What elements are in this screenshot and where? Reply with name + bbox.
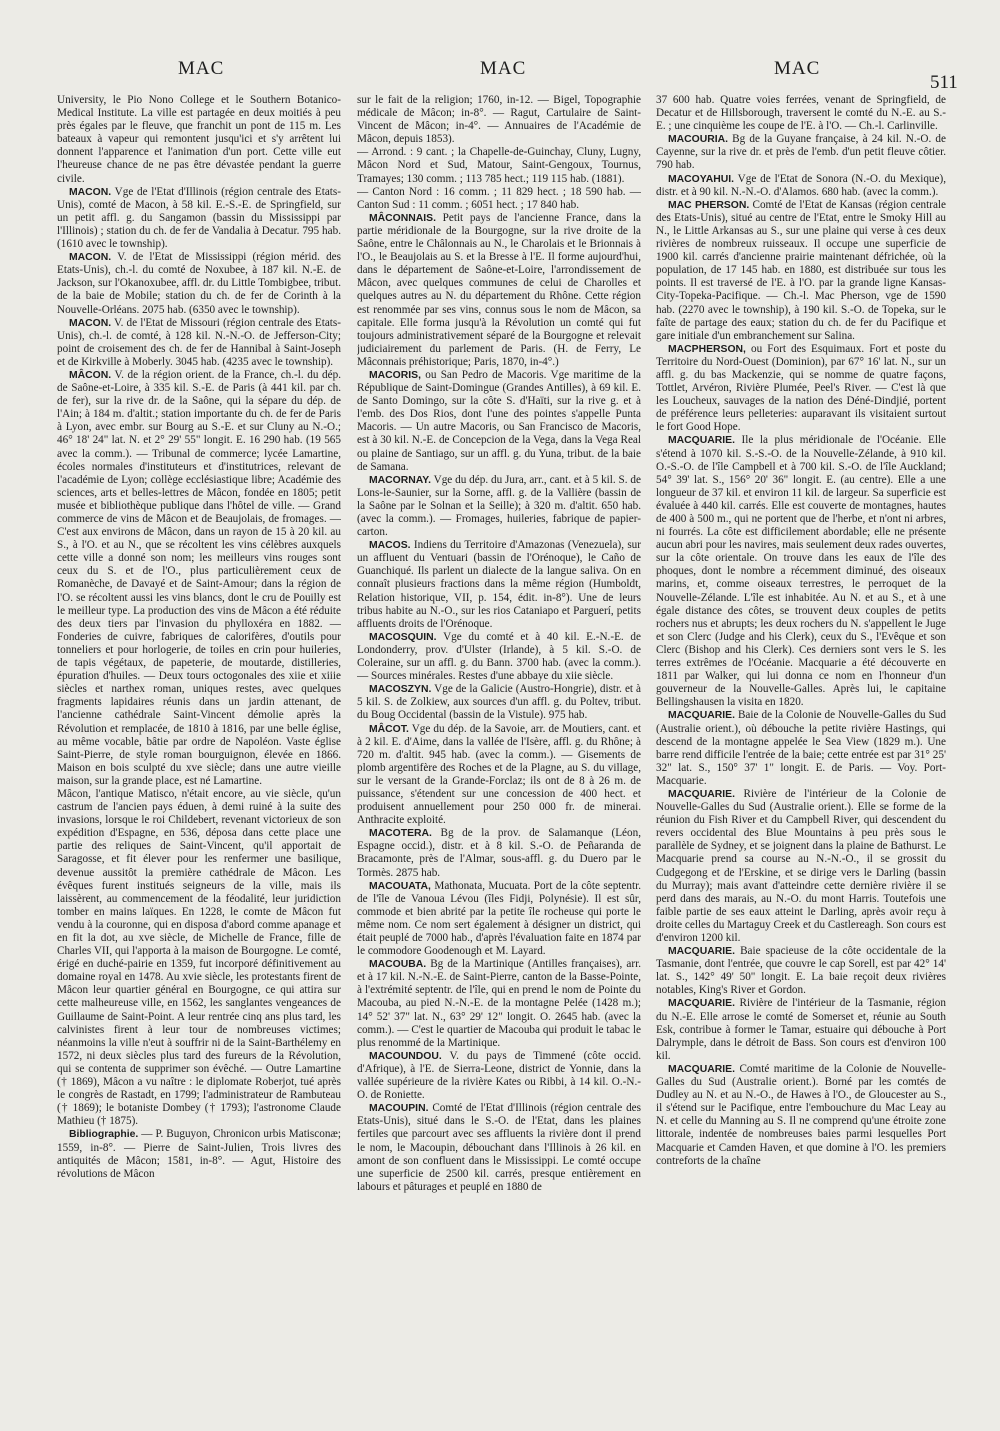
dictionary-entry: [57, 186, 341, 251]
text-column-3: [656, 94, 946, 1424]
dictionary-entry: [357, 369, 641, 474]
entry-text: Mâcon, l'antique Matisco, n'était encore, au vie siècle, qu'un castrum de l'ancien pays éduen, à demi ruiné à la suite des invasions, lorsque le roi Childebert, revenant victorieux de son expédition d'Espagne, en 536, déposa dans cette place une partie des reliques de Saint-Vincent, qu'il apportait de Saragosse, et fit élever pour les renfermer une basilique, devenue aussitôt la première cathédrale de Mâcon. Les évêques furent institués seigneurs de la ville, mais ils laissèrent, au commencement de la féodalité, leur juridiction tomber en mains laïques. En 1228, le comte de Mâcon fut vendu à la couronne, qui en disposa d'abord comme apanage et en fit la dot, au xve siècle, de Michelle de France, fille de Charles VII, qui l'apporta à la maison de Bourgogne. Le comté, érigé en duché-pairie en 1359, fut incorporé définitivement au domaine royal en 1478. Au xvie siècle, les protestants firent de Mâcon leur quartier général en Bourgogne, ce qui attira sur cette malheureuse ville, en 1562, les sanglantes vengeances de Guillaume de Saint-Point. A leur rentrée cinq ans plus tard, les calvinistes firent à leur tour de nombreuses victimes; néanmoins la ville n'eut à souffrir ni de la Saint-Barthélemy en 1572, ni deux siècles plus tard des fureurs de la Révolution, qui se contenta de supprimer son évêché. — Outre Lamartine († 1869), Mâcon a vu naître : le diplomate Roberjot, tué après le congrès de Rastadt, en 1799; l'administrateur de Rambuteau († 1869); le botaniste Dombey († 1793); l'astronome Claude Mathieu († 1875).: [57, 787, 341, 1128]
dictionary-entry: [57, 251, 341, 316]
entry-text: — Arrond. : 9 cant. ; la Chapelle-de-Guinchay, Cluny, Lugny, Mâcon Nord et Sud, Matour, Saint-Gengoux, Tournus, Tramayes; 130 comm. ; 113 785 hect.; 119 115 hab. (1881).: [357, 146, 641, 185]
entry-text: ou San Pedro de Macoris. Vge maritime de la République de Saint-Domingue (Grandes Antilles), à 69 kil. E. de Santo Domingo, sur la côte S. d'Haïti, sur la rive g. et à l'emb. des Dos Rios, dont l'une des pointes s'appelle Punta Macoris. — Un autre Macoris, ou San Francisco de Macoris, est à 30 kil. N.-E. de Concepcion de la Vega, dans la Vega Real ou plaine de Santiago, sur un affl. g. du Yuna, tribut. de la baie de Samana.: [357, 368, 641, 473]
entry-headword: MACPHERSON,: [668, 343, 746, 355]
entry-text: Vge de l'Etat d'Illinois (région centrale des Etats-Unis), comté de Macon, à 58 kil. E.-S.-E. de Springfield, sur un petit affl. g. du Sangamon (bassin du Mississippi par l'Illinois) ; station du ch. de fer de Vandalia à Decatur. 795 hab. (1610 avec le township).: [57, 185, 341, 251]
entry-headword: MAC PHERSON.: [668, 199, 750, 211]
dictionary-entry: [357, 958, 641, 1050]
entry-text: V. du pays de Timmené (côte occid. d'Afrique), à l'E. de Sierra-Leone, district de Yonnie, dans la vallée supérieure de la rivière Kates ou Ribbi, à 14 kil. O.-N.-O. de Roniette.: [357, 1049, 641, 1102]
dictionary-entry: [357, 723, 641, 828]
dictionary-entry: [656, 133, 946, 172]
dictionary-entry: [656, 1063, 946, 1168]
text-column-1: [57, 94, 341, 1424]
dictionary-entry: [357, 212, 641, 369]
entry-headword: MACOTERA.: [369, 828, 432, 840]
entry-headword: MACON.: [69, 186, 112, 198]
entry-text: Rivière de l'intérieur de la Tasmanie, région du N.-E. Elle arrose le comté de Somerset et, réunie au South Esk, contribue à former le Tamar, estuaire qui débouche à Port Dalrymple, dans le détroit de Bass. Son cours est d'environ 100 kil.: [656, 997, 946, 1062]
entry-text: Vge du dép. de la Savoie, arr. de Moutiers, cant. et à 2 kil. E. d'Aime, dans la vallée de l'Isère, affl. g. du Rhône; à 720 m. d'altit. 945 hab. (avec la comm.). — Gisements de plomb argentifère des Roches et de la Plagne, au S. du village, sur le versant de la Grande-Forclaz; ils ont de 8 à 26 m. de puissance, s'étendent sur une concession de 400 hect. et produisent annuellement pour 250 000 fr. de minerai. Anthracite exploité.: [357, 722, 641, 827]
entry-text: V. de l'Etat de Missouri (région centrale des Etats-Unis), ch.-l. de comté, à 128 kil. N.-N.-O. de Jefferson-City; point de croisement des ch. de fer de Hannibal à Saint-Joseph et de Kirkville à Moberly. 3045 hab. (4235 avec le township).: [57, 316, 341, 368]
entry-text: Vge de la Galicie (Austro-Hongrie), distr. et à 5 kil. S. de Zolkiew, aux sources d'un affl. g. du Poltev, tribut. du Boug Occidental (bassin de la Vistule). 975 hab.: [357, 683, 641, 722]
entry-text: Indiens du Territoire d'Amazonas (Venezuela), sur un affluent du Ventuari (bassin de l'Orénoque), le Caño de Guanchiqué. Ils parlent un dialecte de la langue saliva. On en connaît plusieurs fractions dans la même région (Humboldt, Relation historique, VII, p. 154, édit. in-8°). Une de leurs tribus habite au N.-O., sur les rios Cataniapo et Parguerí, petits affluents droits de l'Orénoque.: [357, 539, 641, 630]
entry-text: Baie spacieuse de la côte occidentale de la Tasmanie, dont l'entrée, que couvre le cap Sorell, est par 42° 14' lat. S., 142° 49' 50" longit. E. La baie reçoit deux rivières notables, King's River et Gordon.: [656, 945, 946, 997]
running-head-left: MAC: [178, 58, 225, 79]
entry-headword: MACOURIA.: [668, 134, 729, 146]
entry-headword: MACORIS,: [369, 369, 421, 381]
entry-headword: MACQUARIE.: [668, 788, 735, 800]
entry-text: V. de la région orient. de la France, ch.-l. du dép. de Saône-et-Loire, à 335 kil. S.-E. de Paris (à 441 kil. par ch. de fer), sur la rive dr. de la Saône, qui la sépare du dép. de l'Ain; à 184 m. d'altit.; station importante du ch. de fer de Paris à Lyon, avec embr. sur Bourg au S.-E. et sur Cluny au N.-O.; 46° 18' 24" lat. N. et 2° 29' 55" longit. E. 16 290 hab. (19 565 avec la comm.). — Tribunal de commerce; lycée Lamartine, écoles normales d'instituteurs et d'institutrices, relevant de l'académie de Lyon; collège ecclésiastique libre; Académie des sciences, arts et belles-lettres de Mâcon, fondée en 1805; petit musée et bibliothèque publique dans l'hôtel de ville. — Grand commerce de vins de Mâcon et de Beaujolais, de fromages. — C'est aux environs de Mâcon, dans un rayon de 15 à 20 kil. au S., à l'O. et au N., que se récoltent les vins célèbres auxquels cette ville a donné son nom; les meilleurs vins rouges sont ceux du S. et de l'O., plus particulièrement ceux de Romanèche, de Davayé et de Saint-Amour; dans la région de l'O. se récoltent aussi les vins blancs, dont le cru de Pouilly est le meilleur type. La production des vins de Mâcon a été réduite des deux tiers par l'invasion du phylloxéra en 1882. — Fonderies de cuivre, fabriques de calorifères, d'outils pour tonneliers et pour horlogerie, de toiles en crin pour huileries, de tapis végétaux, de papeterie, de moutarde, distilleries, épuration d'huiles. — Deux tours octogonales des xiie et xiiie siècles et narthex roman, uniques restes, avec quelques fragments lapidaires réunis dans un jardin attenant, de l'ancienne cathédrale Saint-Vincent démolie après la Révolution et remplacée, de 1810 à 1816, par une belle église, au même vocable, bâtie par ordre de Napoléon. Vaste église Saint-Pierre, de style roman bourguignon, élevée en 1866. Maison en bois sculpté du xve siècle; dans une autre vieille maison, sur la grande place, est né Lamartine.: [57, 368, 341, 787]
dictionary-entry: [357, 880, 641, 959]
entry-headword: MACQUARIE.: [668, 946, 735, 958]
dictionary-entry: [57, 94, 341, 186]
dictionary-entry: [57, 369, 341, 788]
entry-text: Comté de l'Etat de Kansas (région centrale des Etats-Unis), situé au centre de l'Etat, entre le Smoky Hill au N., le Little Arkansas au S., sur une plaine qui verse à ces deux rivières de nombreux ruisseaux. Il occupe une superficie de 1900 kil. carrés d'ancienne prairie maintenant défrichée, où la population, de 17 145 hab. en 1880, est distribuée sur tous les points. Il est traversé de l'E. à l'O. par la grande ligne Kansas-City-Topeka-Pacifique. — Ch.-l. Mac Pherson, vge de 1590 hab. (2270 avec le township), à 190 kil. S.-O. de Topeka, sur le faîte de partage des eaux; station du ch. de fer du Pacifique et gare initiale d'un embranchement sur Salina.: [656, 198, 946, 342]
dictionary-entry: [57, 788, 341, 1128]
dictionary-entry: [357, 1102, 641, 1194]
entry-headword: MACQUARIE.: [668, 998, 735, 1010]
running-head-center: MAC: [480, 58, 527, 79]
dictionary-entry: [656, 997, 946, 1062]
dictionary-entry: [656, 343, 946, 435]
page-number: 511: [930, 72, 958, 93]
entry-text: 37 600 hab. Quatre voies ferrées, venant de Springfield, de Decatur et de Hillsborough, traversent le comté du N.-E. au S.-E. ; une cinquième les coupe de l'E. à l'O. — Ch.-l. Carlinville.: [656, 94, 946, 133]
entry-headword: MACQUARIE.: [668, 435, 735, 447]
dictionary-entry: [656, 709, 946, 788]
entry-text: — P. Buguyon, Chronicon urbis Matisconæ; 1559, in-8°. — Pierre de Saint-Julien, Trois livres des antiquités de Mâcon; 1581, in-8°. — Agut, Histoire des révolutions de Mâcon: [57, 1128, 341, 1180]
dictionary-entry: [656, 434, 946, 709]
entry-text: ou Fort des Esquimaux. Fort et poste du Territoire du Nord-Ouest (Dominion), par 67° 16' lat. N., sur un affl. g. du bas Mackenzie, qui se nomme de quatre façons, Tottlet, Arvéron, Rivière Plumée, Peel's River. — C'est là que les Loucheux, sauvages de la nation des Déné-Dindjié, portent de préférence leurs pelleteries: auparavant ils visitaient surtout le fort Good Hope.: [656, 342, 946, 434]
entry-text: University, le Pio Nono College et le Southern Botanico-Medical Institute. La ville est partagée en deux moitiés à peu près égales par le fleuve, que franchit un pont de 115 m. Les bateaux à vapeur qui remontent jusqu'ici et s'y arrêtent lui donnent l'apparence et l'animation d'un port. Cette ville eut l'heureuse chance de ne pas être dévastée pendant la guerre civile.: [57, 94, 341, 185]
entry-headword: MÂCONNAIS.: [369, 212, 436, 224]
entry-headword: MACOUATA,: [369, 880, 431, 892]
entry-text: Vge de l'Etat de Sonora (N.-O. du Mexique), distr. et à 90 kil. N.-N.-O. d'Alamos. 680 hab. (avec la comm.).: [656, 172, 946, 198]
entry-text: Bg de la prov. de Salamanque (Léon, Espagne occid.), distr. et à 8 kil. S.-O. de Peñaranda de Bracamonte, près de l'Almar, sous-affl. g. du Duero par le Tormès. 2875 hab.: [357, 827, 641, 879]
entry-text: Vge du dép. du Jura, arr., cant. et à 5 kil. S. de Lons-le-Saunier, sur la Sorne, affl. g. de la Vallière (bassin de la Saône par le Solnan et la Seille); à 320 m. d'altit. 650 hab. (avec la comm.). — Fromages, huileries, fabrique de papier-carton.: [357, 473, 641, 539]
entry-text: Vge du comté et à 40 kil. E.-N.-E. de Londonderry, prov. d'Ulster (Irlande), à 5 kil. S.-O. de Coleraine, sur un affl. g. du Bann. 3700 hab. (avec la comm.). — Sources minérales. Restes d'une abbaye du xiie siècle.: [357, 630, 641, 683]
dictionary-entry: [57, 1128, 341, 1180]
dictionary-entry: [656, 199, 946, 343]
dictionary-entry: [357, 186, 641, 212]
entry-text: Rivière de l'intérieur de la Colonie de Nouvelle-Galles du Sud (Australie orient.). Elle se forme de la réunion du Fish River et du Campbell River, qui descendent du revers occidental des Blue Mountains à peu près sous le parallèle de Sydney, et se joignent dans la plaine de Bathurst. Le Macquarie prend sa course au N.-N.-O., il se grossit du Cudgegong et de l'Erskine, et se dirige vers le Darling (bassin du Murray); mais avant d'atteindre cette dernière rivière il se perd dans des marais, au N.-O. du mont Harris. Toutefois une faible partie de ses eaux atteint le Darling, après avoir reçu à droite celles du Martaguy Creek et du Castlereagh. Son cours est d'environ 1200 kil.: [656, 787, 946, 944]
dictionary-entry: [357, 474, 641, 539]
dictionary-entry: [357, 539, 641, 631]
dictionary-entry: [357, 631, 641, 683]
dictionary-entry: [656, 173, 946, 199]
entry-text: Bg de la Guyane française, à 24 kil. N.-O. de Cayenne, sur la rive dr. et près de l'emb. d'un petit fleuve côtier. 790 hab.: [656, 133, 946, 172]
dictionary-entry: [57, 317, 341, 369]
entry-headword: MACOS.: [369, 540, 411, 552]
entry-headword: Bibliographie.: [69, 1129, 139, 1141]
entry-text: Ile la plus méridionale de l'Océanie. Elle s'étend à 1070 kil. S.-S.-O. de la Nouvelle-Zélande, à 910 kil. O.-S.-O. de l'île Campbell et à 700 kil. S.-O. de l'île Auckland; 54° 39' lat. S., 156° 20' 36" longit. E. (au centre). Elle a une longueur de 37 kil. et environ 11 kil. de largeur. Sa superficie est évaluée à 440 kil. carrés. Elle est couverte de montagnes, hautes de 400 à 500 m., qui ne portent que de l'herbe, et n'ont ni arbres, ni fourrés. La côte est difficilement abordable; elle ne présente aucun abri pour les navires, mais seulement deux rades ouvertes, sur la côte orientale. On trouve dans les eaux de l'île des phoques, dont le nombre a récemment diminué, des oiseaux marins, et, comme oiseaux terrestres, le perroquet de la Nouvelle-Zélande. L'île est inhabitée. Au N. et au S., et à une égale distance des côtes, se trouvent deux couples de petits rochers nus et abrupts; les deux rochers du N. s'appellent le Juge et son Clerc (Judge and his Clerk), ceux du S., l'Evêque et son Clerc (Bishop and his Clerk). Ces derniers sont vers le S. les terres extrêmes de l'Océanie. Macquarie a été découverte en 1811 par Walker, qui lui donna ce nom en l'honneur d'un gouverneur de la Nouvelle-Galles. Après lui, le capitaine Bellingshausen la visita en 1820.: [656, 434, 946, 709]
entry-text: V. de l'Etat de Mississippi (région mérid. des Etats-Unis), ch.-l. du comté de Noxubee, à 187 kil. N.-E. de Jackson, sur l'Okanoxubee, affl. dr. du Little Tombigbee, tribut. de la baie de Mobile; station du ch. de fer de Corinth à la Nouvelle-Orléans. 2075 hab. (6350 avec le township).: [57, 251, 341, 316]
dictionary-entry: [357, 1050, 641, 1102]
entry-headword: MACOSZYN.: [369, 684, 432, 696]
dictionary-entry: [656, 94, 946, 133]
entry-text: — Canton Nord : 16 comm. ; 11 829 hect. ; 18 590 hab. — Canton Sud : 11 comm. ; 6051 hect. ; 17 840 hab.: [357, 185, 641, 211]
entry-headword: MACON.: [69, 317, 112, 329]
entry-headword: MÂCON.: [69, 369, 112, 381]
dictionary-entry: [357, 94, 641, 146]
entry-text: Comté de l'Etat d'Illinois (région centrale des Etats-Unis), situé dans le S.-O. de l'Etat, dans les plaines fertiles que parcourt avec ses affluents la rivière dont il prend le nom, le Macoupin, débouchant dans l'Illinois à 26 kil. en amont de son confluent dans le Mississippi. Le comté occupe une superficie de 2500 kil. carrés, presque entièrement en labours et pâturages et peuplé en 1880 de: [357, 1102, 641, 1193]
entry-headword: MACORNAY.: [369, 474, 431, 486]
entry-headword: MACOSQUIN.: [369, 631, 437, 643]
entry-text: Mathonata, Mucuata. Port de la côte septentr. de l'île de Vanoua Lévou (îles Fidji, Polynésie). Il est sûr, commode et bien abrité par la petite île rocheuse qui porte le même nom. Ce nom sert également à désigner un district, qui était peuplé de 7000 hab., d'après l'évaluation faite en 1874 par le commodore Goodenough et M. Layard.: [357, 879, 641, 958]
entry-text: sur le fait de la religion; 1760, in-12. — Bigel, Topographie médicale de Mâcon; in-8°. — Ragut, Cartulaire de Saint-Vincent de Mâcon; in-4°. — Annuaires de l'Académie de Mâcon, depuis 1853).: [357, 94, 641, 146]
entry-text: Baie de la Colonie de Nouvelle-Galles du Sud (Australie orient.), où débouche la petite rivière Hastings, qui descend de la montagne appelée le Sea View (1829 m.). Une barre rend difficile l'entrée de la baie; cette entrée est par 31° 25' 32" lat. S., 150° 37' 1" longit. E. de Paris. — Voy. Port-Macquarie.: [656, 709, 946, 787]
dictionary-entry: [357, 683, 641, 722]
entry-headword: MACOYAHUI.: [668, 173, 735, 185]
entry-text: Comté maritime de la Colonie de Nouvelle-Galles du Sud (Australie orient.). Borné par les comtés de Dudley au N. et au N.-O., de Hawes à l'O., de Gloucester au S., il s'étend sur le Pacifique, entre l'embouchure du Mac Leay au N. et celle du Manning au S. Il ne comprend qu'une étroite zone littorale, indentée de nombreuses baies parmi lesquelles Port Macquarie et Camden Haven, et que domine à l'O. les premiers contreforts de la chaîne: [656, 1062, 946, 1167]
entry-headword: MACQUARIE.: [668, 710, 735, 722]
text-column-2: [357, 94, 641, 1424]
entry-headword: MÂCOT.: [369, 723, 409, 735]
dictionary-entry: [357, 827, 641, 879]
entry-headword: MACOUBA.: [369, 959, 427, 971]
running-head-right: MAC: [774, 58, 821, 79]
dictionary-entry: [656, 945, 946, 997]
dictionary-entry: [656, 788, 946, 945]
entry-headword: MACOUNDOU.: [369, 1050, 442, 1062]
entry-headword: MACQUARIE.: [668, 1063, 735, 1075]
dictionary-entry: [357, 146, 641, 185]
entry-text: Petit pays de l'ancienne France, dans la partie méridionale de la Bourgogne, sur la rive droite de la Saône, entre le Châlonnais au N., le Charolais et le Brionnais à l'O., le Beaujolais au S. et la Bresse à l'E. Il forme aujourd'hui, dans le département de Saône-et-Loire, l'arrondissement de Mâcon, avec quelques communes de celui de Charolles et quelques autres au N. du département du Rhône. Cette région est renommée par ses vins, connus sous le nom de Mâcon, sa capitale. Elle forma jusqu'à la Révolution un comté qui fut toujours administrativement séparé de la Bourgogne et relevait judiciairement du parlement de Paris. (H. de Ferry, Le Mâconnais préhistorique; Paris, 1870, in-4°.): [357, 211, 641, 368]
entry-headword: MACOUPIN.: [369, 1103, 429, 1115]
entry-headword: MACON.: [69, 252, 112, 264]
entry-text: Bg de la Martinique (Antilles françaises), arr. et à 17 kil. N.-N.-E. de Saint-Pierre, canton de la Basse-Pointe, à l'extrémité septentr. de l'île, qui en prend le nom de Pointe du Macouba, au pied N.-N.-E. de la montagne Pelée (1428 m.); 14° 52' 37" lat. N., 63° 29' 12" longit. O. 2645 hab. (avec la comm.). — C'est le quartier de Macouba qui produit le tabac le plus renommé de la Martinique.: [357, 958, 641, 1049]
